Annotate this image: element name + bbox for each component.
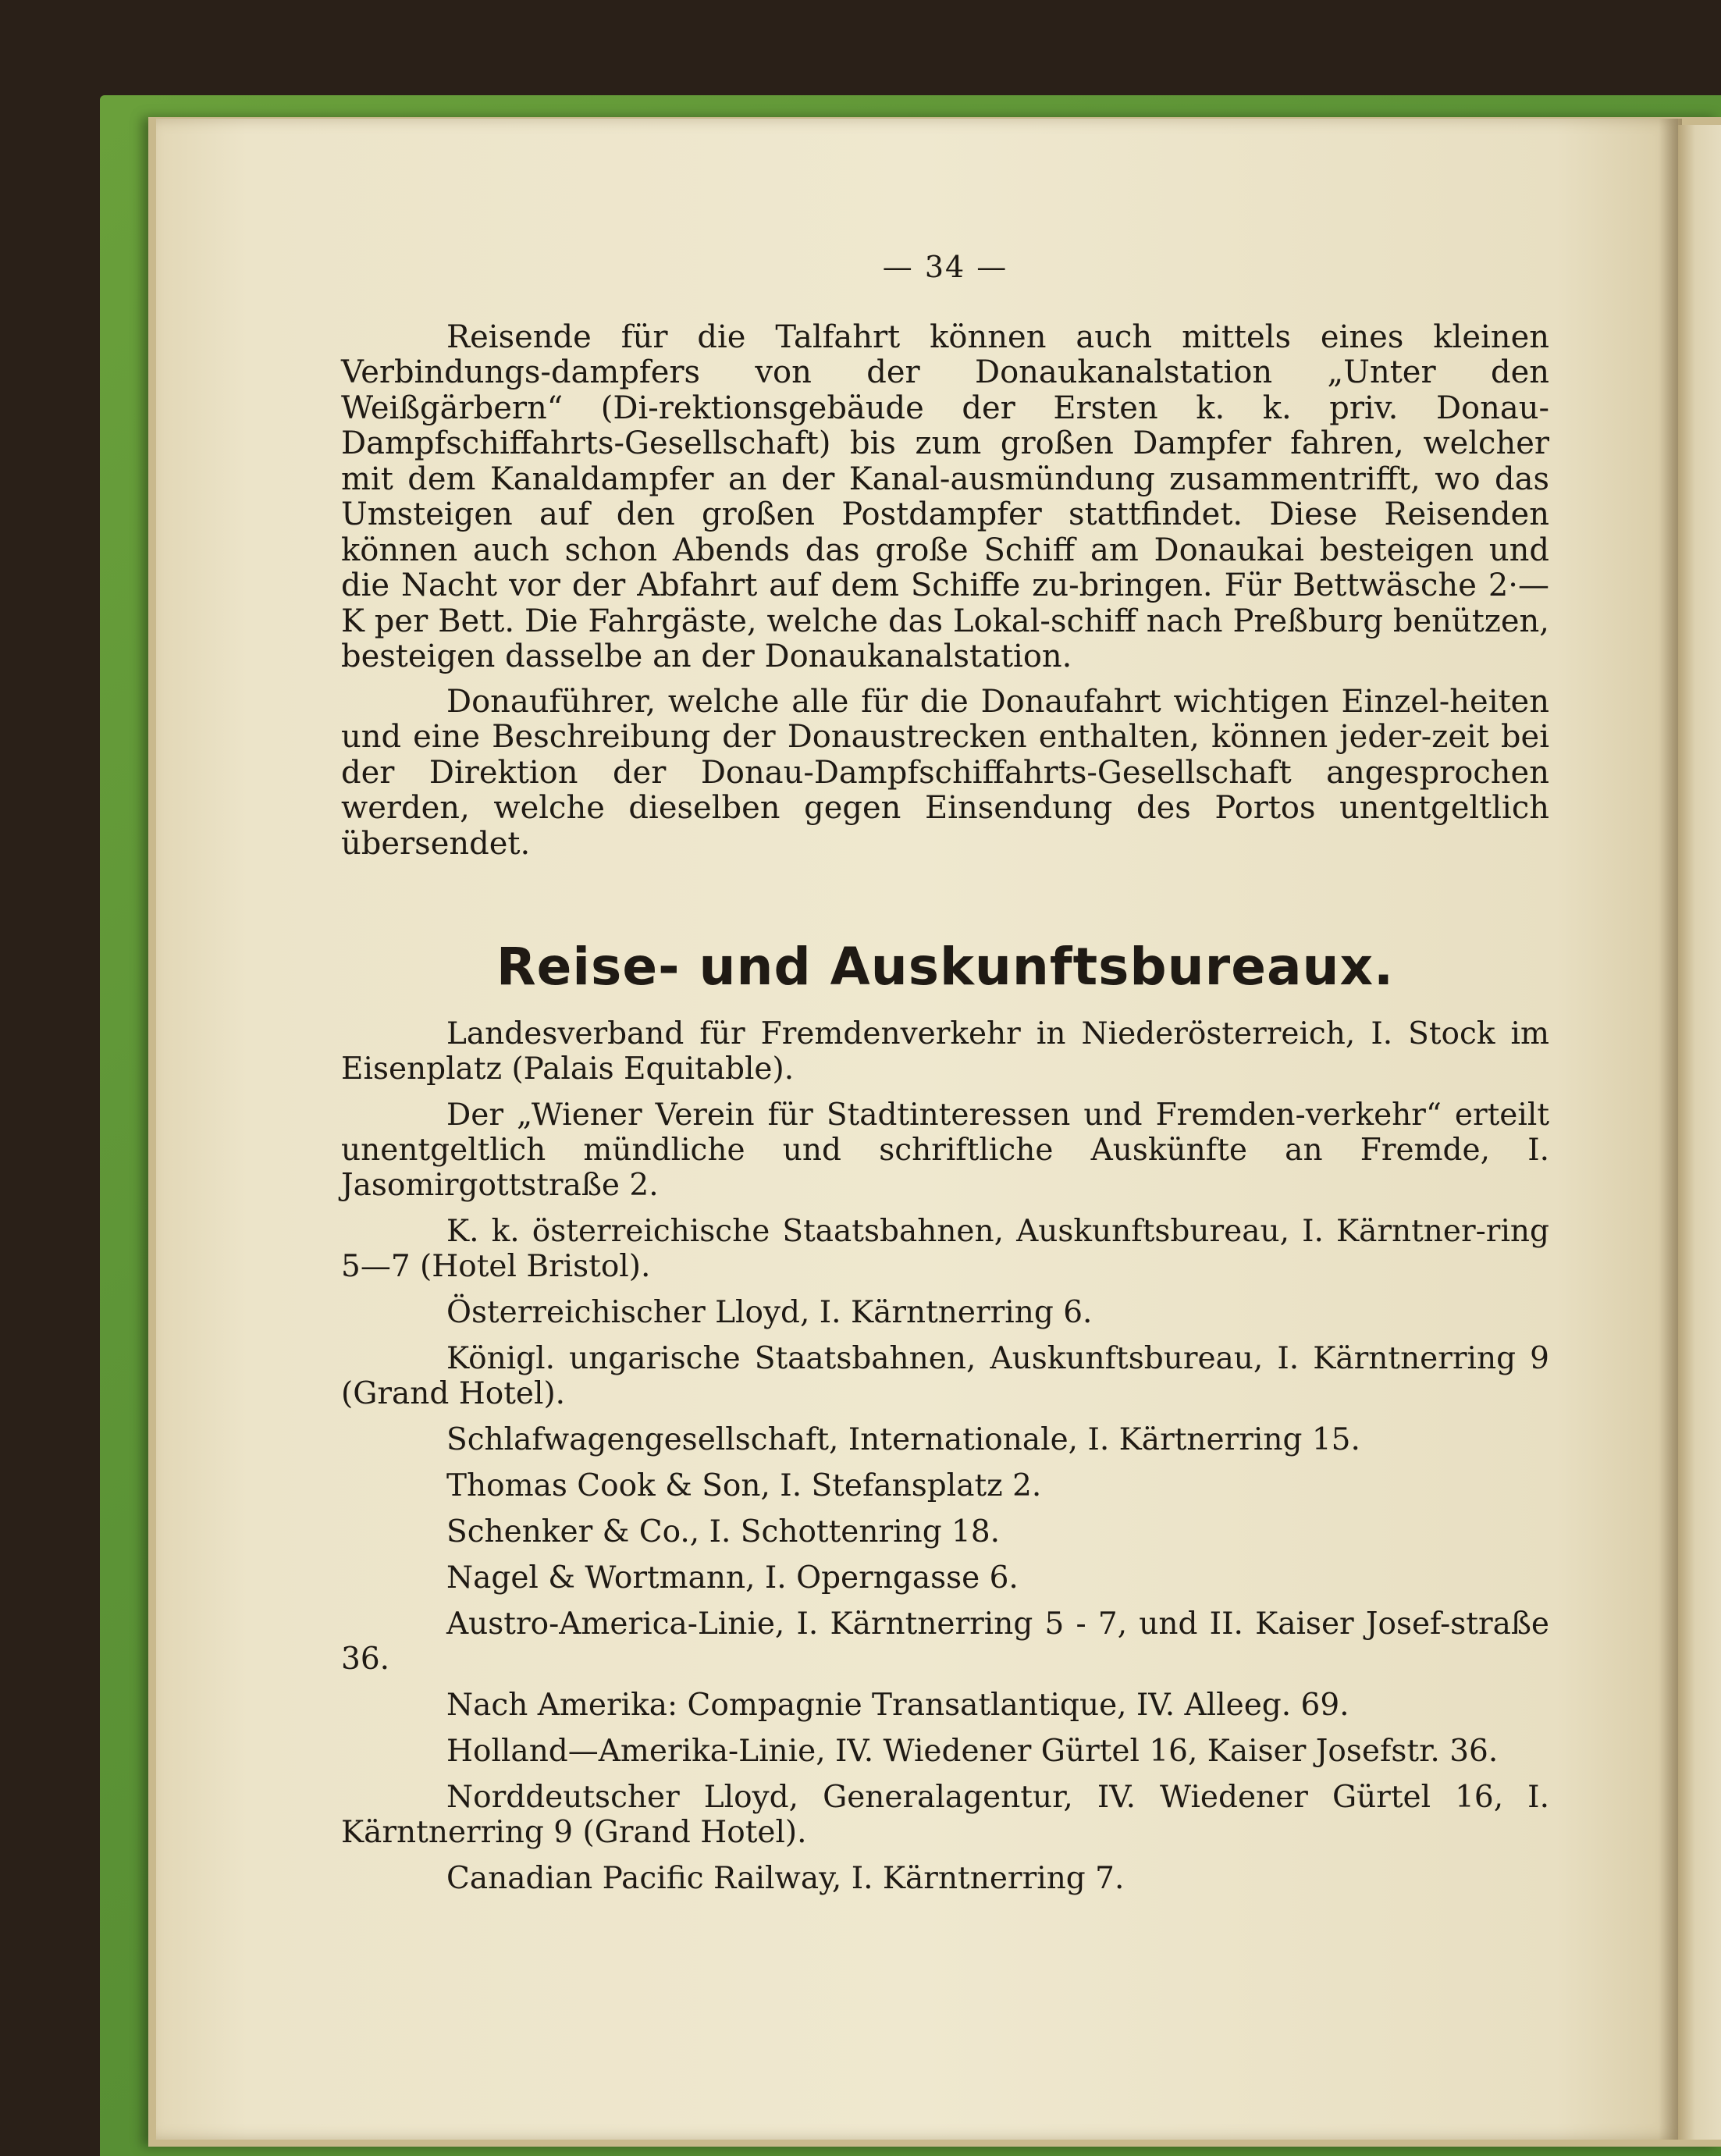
bureau-entry: Schlafwagengesellschaft, Internationale, I. Kärtnerring 15.	[446, 1421, 1360, 1457]
bureau-entry: Thomas Cook & Son, I. Stefansplatz 2.	[446, 1468, 1042, 1503]
bureau-entry: Nach Amerika: Compagnie Transatlantique, IV. Alleeg. 69.	[446, 1687, 1349, 1723]
page-text	[341, 250, 1549, 1907]
bureau-entry: Canadian Pacific Railway, I. Kärntnerring 7.	[446, 1860, 1125, 1896]
bureau-entry: Norddeutscher Lloyd, Generalagentur, IV. Wiedener Gürtel 16, I. Kärntnerring 9 (Grand Hotel).	[341, 1779, 1549, 1850]
bureau-entry: Landesverband für Fremdenverkehr in Niederösterreich, I. Stock im Eisenplatz (Palais Equitable).	[341, 1016, 1549, 1087]
bureau-entry: Austro-America-Linie, I. Kärntnerring 5 - 7, und II. Kaiser Josef-straße 36.	[341, 1606, 1549, 1677]
bureau-entry: Österreichischer Lloyd, I. Kärntnerring 6.	[446, 1294, 1093, 1330]
facing-page-edge	[1678, 125, 1721, 2140]
section-heading: Reise- und Auskunftsbureaux.	[496, 937, 1395, 997]
bureau-entry: Holland—Amerika-Linie, IV. Wiedener Gürtel 16, Kaiser Josefstr. 36.	[446, 1733, 1499, 1769]
paragraph-donaufuehrer: Donauführer, welche alle für die Donaufahrt wichtigen Einzel-heiten und eine Beschreibung der Donaustrecken enthalten, können jeder-zeit bei der Direktion der Donau-Dampfschiffahrts-Gesellschaft angesprochen werden, welche dieselben gegen Einsendung des Portos unentgeltlich übersendet.	[341, 683, 1549, 862]
bureau-entry: Nagel & Wortmann, I. Operngasse 6.	[446, 1560, 1019, 1596]
bureau-entry: Der „Wiener Verein für Stadtinteressen und Fremden-verkehr“ erteilt unentgeltlich mündliche und schriftliche Auskünfte an Fremde, I. Jasomirgottstraße 2.	[341, 1097, 1549, 1203]
bureau-entry: K. k. österreichische Staatsbahnen, Auskunftsbureau, I. Kärntner-ring 5—7 (Hotel Bristol).	[341, 1213, 1549, 1284]
bureau-entry: Königl. ungarische Staatsbahnen, Auskunftsbureau, I. Kärntnerring 9 (Grand Hotel).	[341, 1340, 1549, 1411]
page-number: — 34 —	[882, 250, 1008, 284]
paragraph-talfahrt: Reisende für die Talfahrt können auch mittels eines kleinen Verbindungs-dampfers von der Donaukanalstation „Unter den Weißgärbern“ (Di-rektionsgebäude der Ersten k. k. priv. Donau-Dampfschiffahrts-Gesellschaft) bis zum großen Dampfer fahren, welcher mit dem Kanaldampfer an der Kanal-ausmündung zusammentrifft, wo das Umsteigen auf den großen Postdampfer stattfindet. Diese Reisenden können auch schon Abends das große Schiff am Donaukai besteigen und die Nacht vor der Abfahrt auf dem Schiffe zu-bringen. Für Bettwäsche 2·— K per Bett. Die Fahrgäste, welche das Lokal-schiff nach Preßburg benützen, besteigen dasselbe an der Donaukanalstation.	[341, 318, 1549, 674]
bureau-entry: Schenker & Co., I. Schottenring 18.	[446, 1514, 1001, 1549]
